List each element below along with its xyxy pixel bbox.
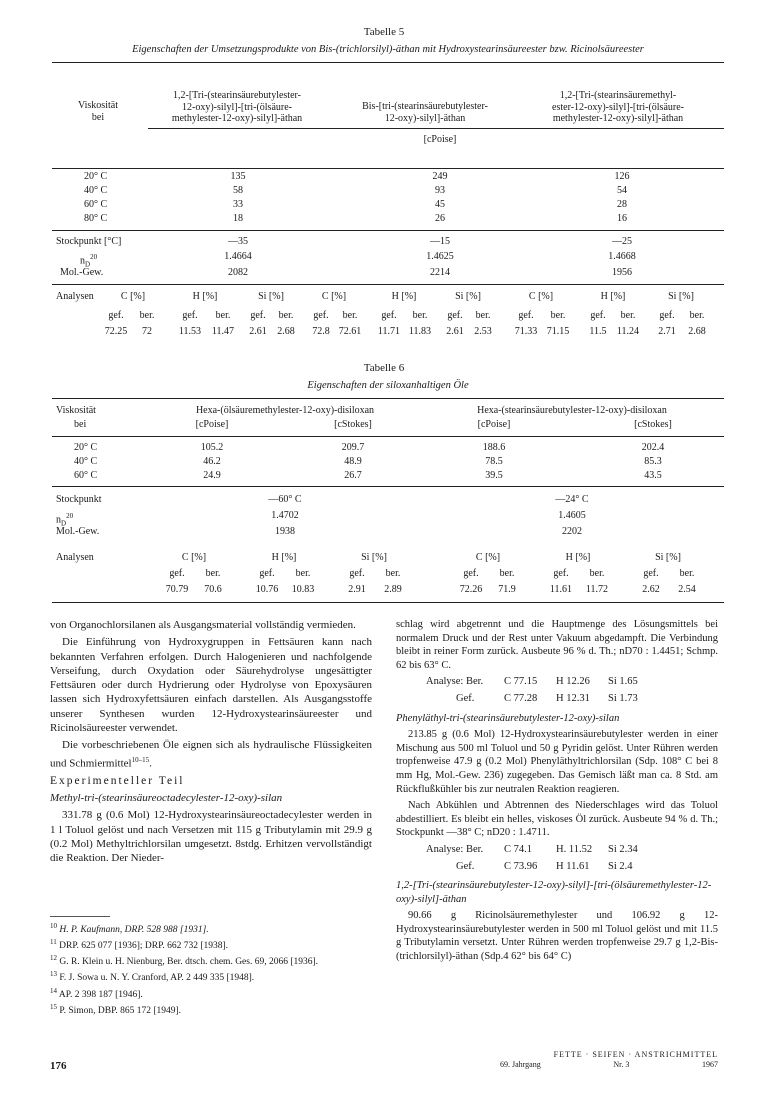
table5-ana-value: 72.8 [312,326,330,337]
analysis-line: Analyse: Ber. C 77.15 H 12.26 Si 1.65 [426,676,638,688]
table5-stub-head: Viskosität bei [78,100,118,123]
table5-col-head-2: Bis-[tri-(stearinsäurebutylester- 12-oxy)-silyl]-äthan [362,101,488,124]
table5-caption: Eigenschaften der Umsetzungsprodukte von Bis-(trichlorsilyl)-äthan mit Hydroxystearinsäureester bzw. Ricinolsäureester [132,44,644,55]
table6-cell: 202.4 [641,442,665,453]
table5-cell: 126 [614,171,630,182]
table5-cell: 28 [617,199,627,210]
paragraph: Nach Abkühlen und Abtrennen des Niederschlages wird das Toluol abdestilliert. Es bleibt ein helles, viskoses Öl zurück. Ausbeute 94 % d. Th.; Stockpunkt —38° C; nD20 : 1.4711. [396,800,718,839]
table5-ana-value: 72.25 [104,326,128,337]
table6-cell: 85.3 [644,456,662,467]
table5-gef: gef. [250,310,266,321]
table5-body-rule [52,168,724,169]
table5-ber: ber. [278,310,294,321]
footnote: $^{14}$ AP. 2 398 187 [1946]. [50,986,143,1000]
table6-head-rule [52,436,724,437]
table5-cell: 16 [617,213,627,224]
table5-cell: 2214 [430,267,450,278]
table6-cell: 1.4702 [271,510,299,521]
table6-unit: [cPoise] [195,419,229,430]
table5-ana-rule [52,284,724,285]
table6-mid-rule [52,486,724,487]
table6-ana-value: 2.62 [642,584,660,595]
table5-col-head-1: 1,2-[Tri-(stearinsäurebutylester- 12-oxy)-silyl]-[tri-(ölsäure- methylester-12-oxy)-silyl]-äthan [171,90,303,124]
table6-ber: ber. [589,568,605,579]
table6-ana-head: C [%] [475,552,501,563]
table6-temp: 20° C [74,442,98,453]
paragraph: Die Einführung von Hydroxygruppen in Fettsäuren kann nach bekannten Verfahren erfolgen. Durch Halogenieren und nachfolgende Verseifung, durch Oxydation oder Säurehydrolyse ungesättigter Fettsäuren oder durch Hydrierung oder Hydrolyse von Epoxysäuren lassen sich Hydroxyfettsäuren einfach darstellen. Als Ausgangsstoffe unserer Synthesen wurden 12-Hydroxystearinsäureester und Ricinolsäureester verwendet. [50,636,372,735]
table6-ana-head: H [%] [271,552,297,563]
table5-temp: 20° C [84,171,108,182]
paragraph: Die vorbeschriebenen Öle eignen sich als hydraulische Flüssigkeiten und Schmiermittel$^{10-15}$. [50,739,372,770]
table5-gef: gef. [313,310,329,321]
table5-cell: 33 [233,199,243,210]
table5-temp: 60° C [84,199,108,210]
table5-gef: gef. [659,310,675,321]
table6-cell: 209.7 [341,442,365,453]
table6-caption: Eigenschaften der siloxanhaltigen Öle [307,380,469,391]
table5-ana-head: Si [%] [668,291,694,302]
table5-ana-value: 11.24 [616,326,640,337]
table6-prop-label: Mol.-Gew. [56,526,100,537]
table5-ana-head: Si [%] [455,291,481,302]
subsection-heading: Phenyläthyl-tri-(stearinsäurebutylester-12-oxy)-silan [396,712,620,724]
table6-ana-head: H [%] [565,552,591,563]
table5-mid-rule [52,230,724,231]
table6-unit: [cStokes] [634,419,672,430]
table5-cell: —25 [612,236,632,247]
table5-head-rule [148,128,724,129]
table6-ana-value: 2.54 [678,584,696,595]
table5-gef: gef. [447,310,463,321]
table6-ana-value: 10.76 [255,584,279,595]
table6-top-rule [52,398,724,399]
table6-ana-value: 70.79 [165,584,189,595]
table5-ana-head: H [%] [600,291,626,302]
journal-name: FETTE · SEIFEN · ANSTRICHMITTEL [553,1050,718,1059]
table5-cell: 54 [617,185,627,196]
table5-ana-value: 72.61 [338,326,362,337]
table6-ana-value: 2.89 [384,584,402,595]
table6-unit: [cPoise] [477,419,511,430]
table6-ana-value: 11.61 [549,584,573,595]
table5-cell: 93 [435,185,445,196]
table6-bottom-rule [52,602,724,603]
table5-ana-head: H [%] [192,291,218,302]
table6-temp: 40° C [74,456,98,467]
journal-footer [500,1050,718,1070]
table6-cell: 48.9 [344,456,362,467]
footnote: $^{10}$ H. P. Kaufmann, DRP. 528 988 [1931]. [50,922,209,936]
analysis-line: Gef. C 77.28 H 12.31 Si 1.73 [456,692,638,704]
table6-title: Tabelle 6 [363,362,405,374]
table5-cell: —15 [430,236,450,247]
table5-unit: [cPoise] [423,134,457,145]
footnote: $^{12}$ G. R. Klein u. H. Nienburg, Ber. dtsch. chem. Ges. 69, 2066 [1936]. [50,954,319,968]
table6-prop-label: Stockpunkt [56,494,102,505]
table5-ana-value: 2.53 [474,326,492,337]
table6-ana-value: 11.72 [585,584,609,595]
table5-ana-value: 71.15 [546,326,570,337]
table5-prop-label: Stockpunkt [°C] [56,236,122,247]
table5-ana-head: C [%] [321,291,347,302]
table5-ana-value: 71.33 [514,326,538,337]
table5-title: Tabelle 5 [363,26,405,38]
table6-stub-head: bei [74,419,87,430]
table6-cell: 1938 [275,526,295,537]
table5-ana-value: 11.53 [178,326,202,337]
right-text-column [396,618,718,967]
footnote-rule [50,916,110,917]
table6-cell: 24.9 [203,470,221,481]
table5-prop-label: Mol.-Gew. [60,267,104,278]
table5-col-head-3: 1,2-[Tri-(stearinsäuremethyl- ester-12-oxy)-silyl]-[tri-(ölsäure- methylester-12-oxy)-silyl]-äthan [552,90,684,124]
table6-ber: ber. [499,568,515,579]
paragraph: schlag wird abgetrennt und die Hauptmenge des Lösungsmittels bei normalem Druck und der Rest unter Vakuum abgedampft. Die Verbindung bleibt in reiner Form zurück. Ausbeute 96 % d. Th.; nD70 : 1.4451; Schmp. 62 bis 63° C. [396,619,718,671]
page-number: 176 [50,1060,67,1072]
table5-gef: gef. [108,310,124,321]
paragraph: von Organochlorsilanen als Ausgangsmaterial vollständig vermieden. [50,619,356,631]
table5-cell: 26 [435,213,445,224]
table6-ana-head: Si [%] [655,552,681,563]
table5-ber: ber. [475,310,491,321]
table5-ber: ber. [342,310,358,321]
table5-ber: ber. [215,310,231,321]
table5-gef: gef. [590,310,606,321]
table6-unit: [cStokes] [334,419,372,430]
table5-temp: 40° C [84,185,108,196]
table6-col-head-2: Hexa-(stearinsäurebutylester-12-oxy)-disiloxan [477,405,667,416]
table6-cell: —60° C [268,494,302,505]
table6-cell: 105.2 [200,442,224,453]
table5-cell: 1956 [612,267,632,278]
table5-ana-head: H [%] [391,291,417,302]
table6-ana-value: 2.91 [348,584,366,595]
table5-ana-value: 2.68 [277,326,295,337]
analysis-line: Analyse: Ber. C 74.1 H. 11.52 Si 2.34 [426,843,638,855]
table6-gef: gef. [259,568,275,579]
table5-ana-head: C [%] [528,291,554,302]
paragraph: 90.66 g Ricinolsäuremethylester und 106.92 g 12-Hydroxystearinsäurebutylester werden in 500 ml Toluol gelöst und mit 11.5 g Tributylamin versetzt. Unter Rühren werden tropfenweise 29.7 g 1,2-Bis-(trichlorsilyl)-äthan (Sdp.4 62° bis 64° C) [396,910,718,963]
footnotes [50,920,370,1017]
paragraph: 213.85 g (0.6 Mol) 12-Hydroxystearinsäurebutylester werden in einer Mischung aus 500 ml Toluol und 50 g Pyridin gelöst. Unter Rühren werden tropfenweise 47.9 g (0.2 Mol) Phenyläthyltrichlorsilan (Sdp. 108° C bei 8 mm Hg, Mol.-Gew. 236) zugegeben. Das Gemisch läßt man ca. 8 Std. am Rückflußkühler bis zur neutralen Reaktion reagieren. [396,729,718,795]
table5-cell: 1.4625 [426,251,454,262]
table6-temp: 60° C [74,470,98,481]
table5-ber: ber. [550,310,566,321]
table5-cell: 2082 [228,267,248,278]
table6-gef: gef. [463,568,479,579]
table5-ana-value: 11.71 [377,326,401,337]
table6-ber: ber. [385,568,401,579]
table6-ber: ber. [679,568,695,579]
table6-ana-value: 10.83 [291,584,315,595]
table5-ana-value: 2.61 [446,326,464,337]
subsection-heading: Methyl-tri-(stearinsäureoctadecylester-12-oxy)-silan [50,791,283,804]
left-text-column [50,618,372,868]
table5-cell: 1.4668 [608,251,636,262]
table5-ana-value: 2.61 [249,326,267,337]
table6-cell: 188.6 [482,442,506,453]
table5-cell: 58 [233,185,243,196]
section-heading: Experimenteller Teil [50,774,185,787]
table6-ana-value: 72.26 [459,584,483,595]
table6-ana-head: C [%] [181,552,207,563]
table6-cell: —24° C [555,494,589,505]
table5-cell: 249 [432,171,448,182]
footnote: $^{15}$ P. Simon, DBP. 865 172 [1949]. [50,1002,182,1016]
table6-gef: gef. [553,568,569,579]
table6-cell: 46.2 [203,456,221,467]
table5-gef: gef. [381,310,397,321]
table5-gef: gef. [182,310,198,321]
footnote: $^{11}$ DRP. 625 077 [1936]; DRP. 662 732 [1938]. [50,938,229,952]
table5-ana-head: C [%] [120,291,146,302]
table6-ana-value: 70.6 [204,584,222,595]
table5-ber: ber. [139,310,155,321]
journal-issue-line: 69. Jahrgang Nr. 3 1967 [500,1060,718,1069]
table5-cell: 1.4664 [224,251,252,262]
table5-prop-label: $n_D^{20}$ [80,253,98,269]
table6-analysen-label: Analysen [56,552,94,563]
table5-ber: ber. [412,310,428,321]
table5-analysen-label: Analysen [56,291,94,302]
table6-ana-head: Si [%] [361,552,387,563]
table5-top-rule [52,62,724,63]
table6-ber: ber. [295,568,311,579]
table5-ana-value: 2.71 [658,326,676,337]
table6-stub-head: Viskosität [56,405,96,416]
table5-cell: 18 [233,213,243,224]
reference-marker: 10–15 [131,755,150,764]
table5-cell: 45 [435,199,445,210]
table5-ana-value: 11.47 [211,326,235,337]
table6-ber: ber. [205,568,221,579]
table5-ber: ber. [620,310,636,321]
table5-temp: 80° C [84,213,108,224]
table5-cell: 135 [230,171,246,182]
table6-gef: gef. [349,568,365,579]
table5-cell: —35 [228,236,248,247]
table6-gef: gef. [643,568,659,579]
table6-cell: 26.7 [344,470,362,481]
table5-ana-head: Si [%] [258,291,284,302]
subsection-heading: 1,2-[Tri-(stearinsäurebutylester-12-oxy)-silyl]-[tri-(ölsäuremethylester-12-oxy)-silyl]-äthan [396,880,712,905]
analysis-line: Gef. C 73.96 H 11.61 Si 2.4 [456,860,633,872]
table6-prop-label: $n_D^{20}$ [56,512,74,528]
table6-cell: 2202 [562,526,582,537]
table5-ana-value: 11.5 [589,326,607,337]
table6-ana-value: 71.9 [498,584,516,595]
table5-ber: ber. [689,310,705,321]
table6-gef: gef. [169,568,185,579]
table6-cell: 39.5 [485,470,503,481]
table6-cell: 43.5 [644,470,662,481]
table6-col-head-1: Hexa-(ölsäuremethylester-12-oxy)-disiloxan [195,405,375,416]
table6-cell: 1.4605 [558,510,586,521]
table6-cell: 78.5 [485,456,503,467]
footnote: $^{13}$ F. J. Sowa u. N. Y. Cranford, AP. 2 449 335 [1948]. [50,970,255,984]
table5-ana-value: 2.68 [688,326,706,337]
table5-ana-value: 11.83 [408,326,432,337]
table5-ana-value: 72 [142,326,152,337]
table5-gef: gef. [518,310,534,321]
paragraph: 331.78 g (0.6 Mol) 12-Hydroxystearinsäureoctadecylester werden in 1 l Toluol gelöst und nach Versetzen mit 115 g Tributylamin mit 29.9 g (0.2 Mol) Methyltrichlorsilan umgesetzt. 8stdg. Erhitzen vervollständigt die Reaktion. Der Nieder- [50,809,372,865]
